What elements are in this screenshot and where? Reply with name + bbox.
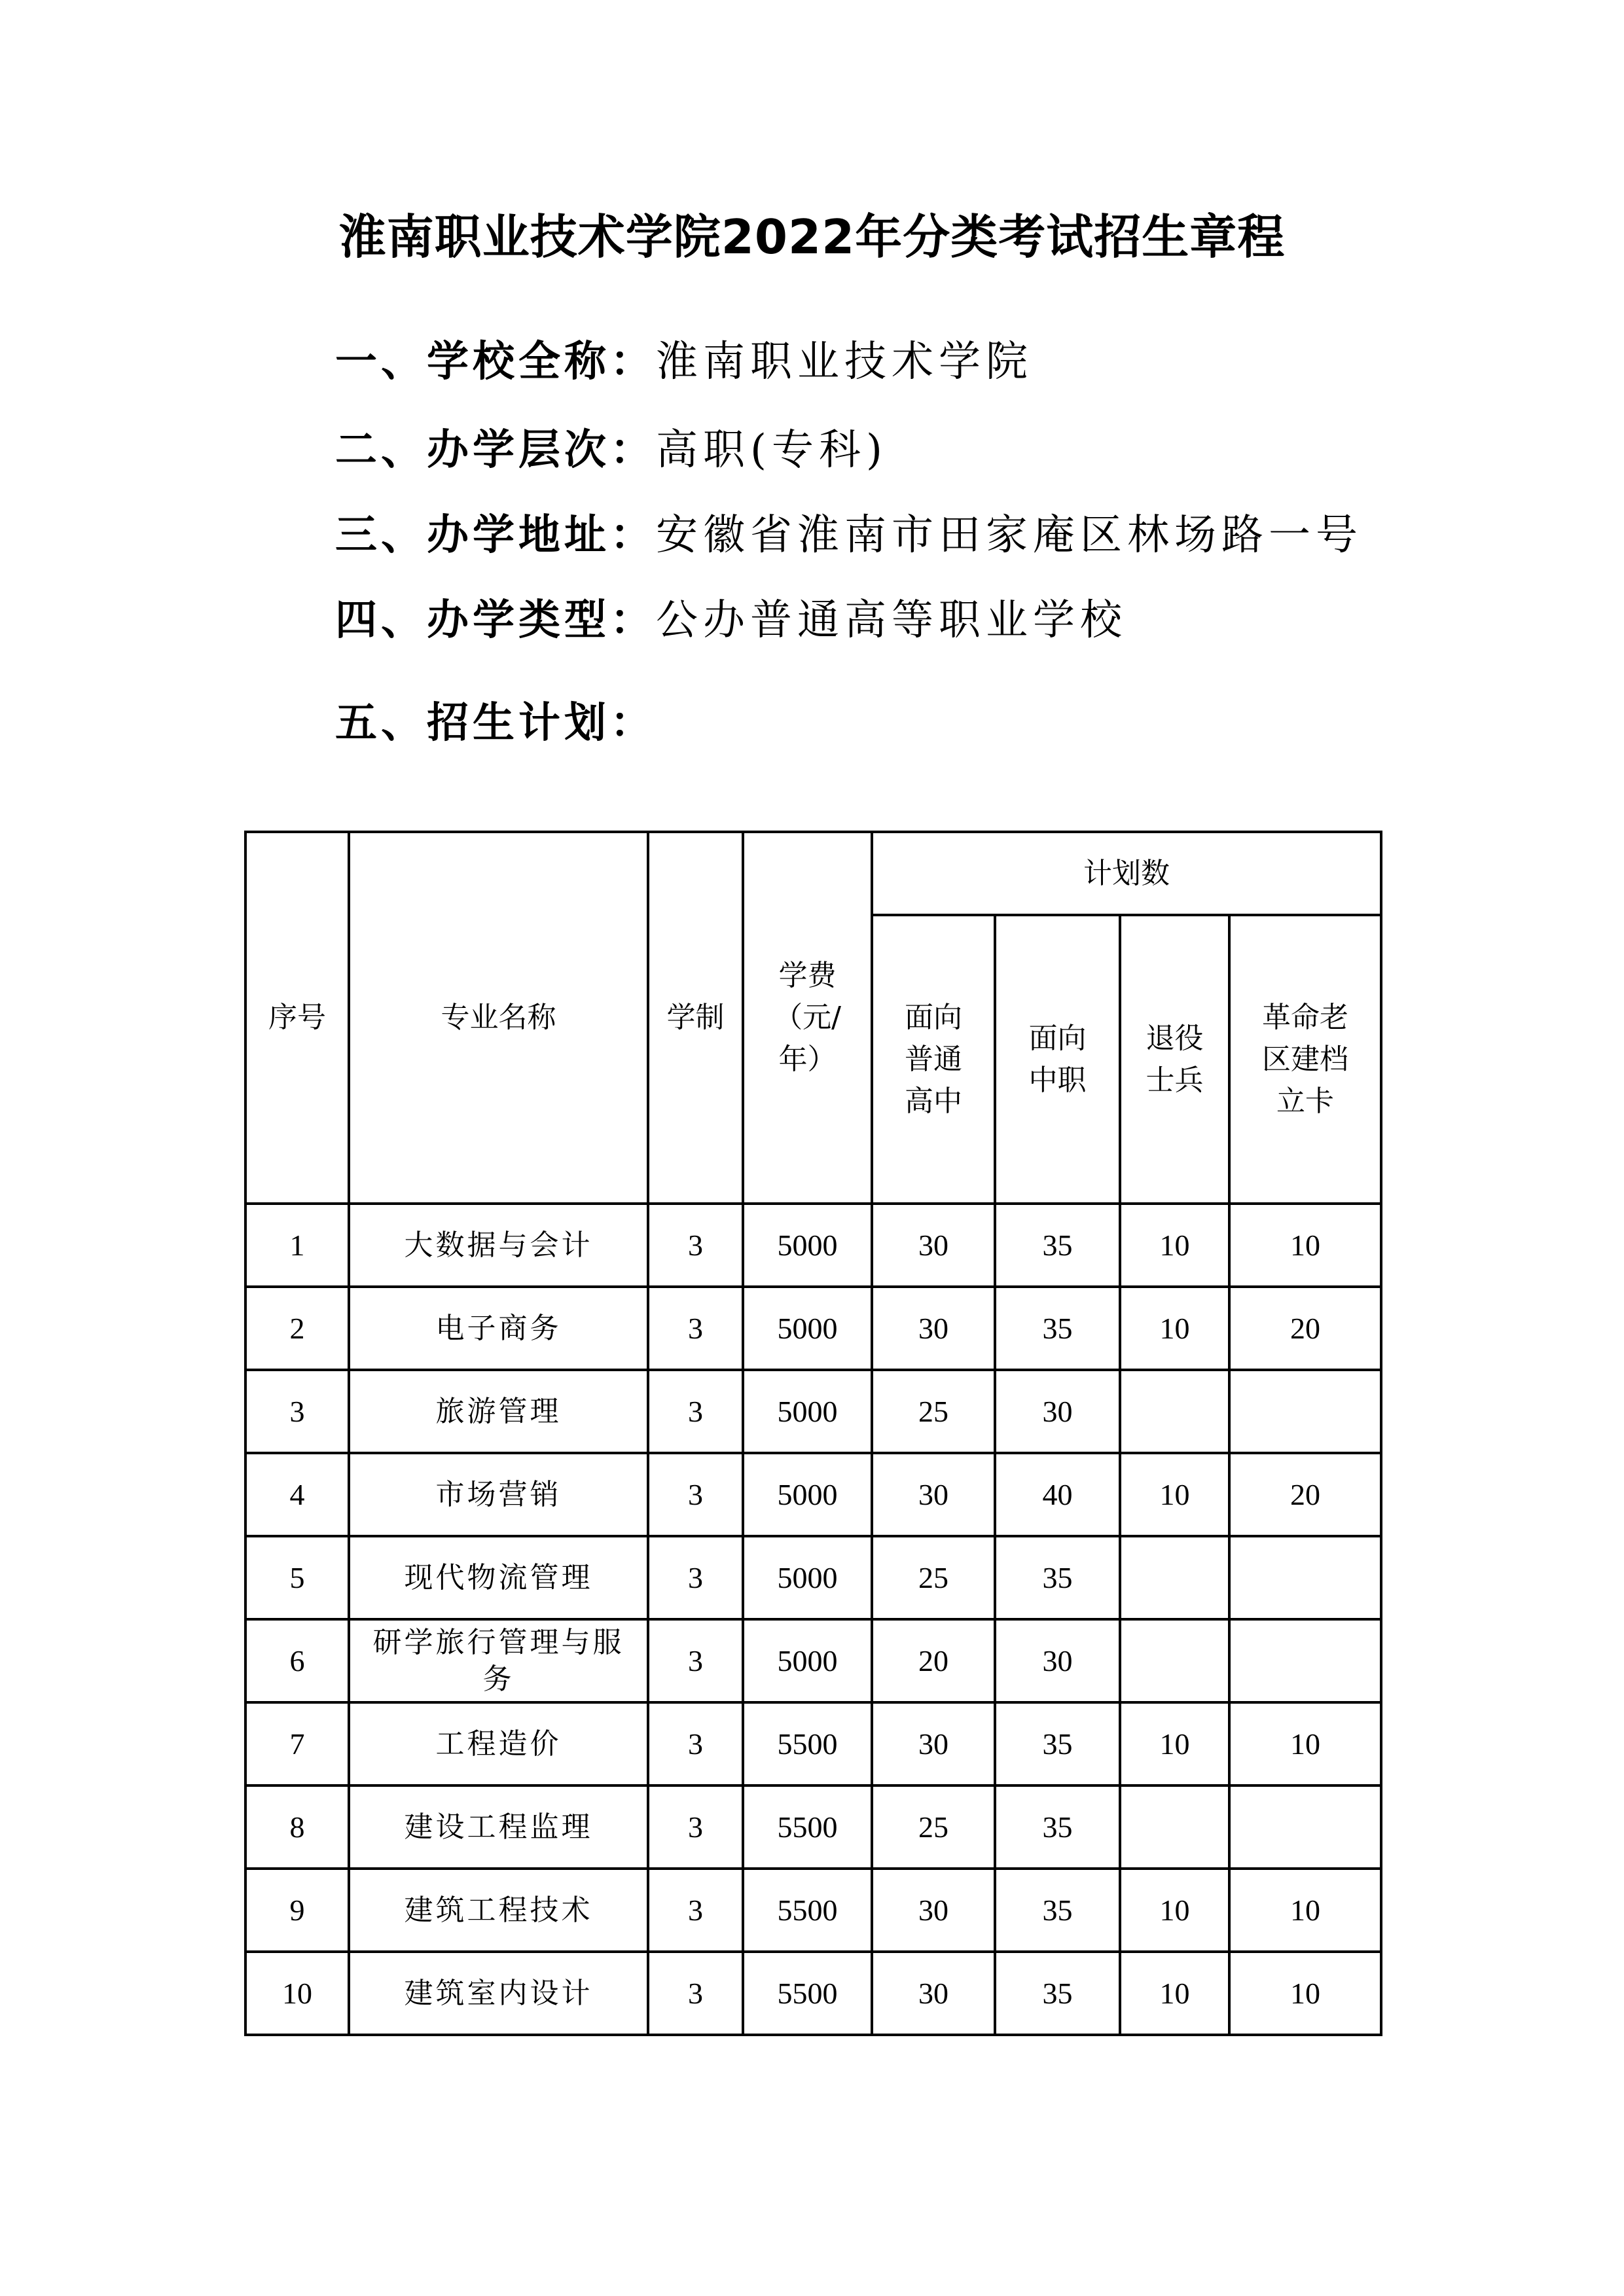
table-row — [245, 1702, 1381, 1785]
cell-major: 建筑室内设计 — [349, 1952, 648, 2035]
info-label: 一、学校全称： — [335, 338, 656, 386]
enrollment-plan-table — [244, 831, 1382, 2036]
table-row — [245, 1952, 1381, 2035]
cell-tuition: 5000 — [743, 1619, 872, 1702]
table-row — [245, 1869, 1381, 1952]
cell-seq: 9 — [245, 1869, 349, 1952]
cell-major: 旅游管理 — [349, 1370, 648, 1453]
info-label: 二、办学层次： — [335, 426, 656, 475]
cell-vocational: 35 — [995, 1536, 1120, 1619]
info-value: 高职(专科) — [656, 426, 888, 475]
cell-major: 研学旅行管理与服务 — [349, 1619, 648, 1702]
cell-veterans — [1120, 1619, 1229, 1702]
cell-duration: 3 — [648, 1785, 743, 1869]
cell-tuition: 5000 — [743, 1536, 872, 1619]
cell-duration: 3 — [648, 1536, 743, 1619]
cell-old-revolutionary: 10 — [1229, 1702, 1381, 1785]
header-major: 专业名称 — [349, 832, 648, 1204]
cell-veterans — [1120, 1370, 1229, 1453]
cell-seq: 8 — [245, 1785, 349, 1869]
cell-veterans — [1120, 1536, 1229, 1619]
cell-major: 工程造价 — [349, 1702, 648, 1785]
cell-high-school: 25 — [872, 1536, 995, 1619]
cell-old-revolutionary: 10 — [1229, 1204, 1381, 1287]
cell-veterans — [1120, 1785, 1229, 1869]
header-line: 中职 — [1028, 1063, 1087, 1097]
cell-tuition: 5500 — [743, 1785, 872, 1869]
cell-vocational: 30 — [995, 1370, 1120, 1453]
cell-major: 电子商务 — [349, 1287, 648, 1370]
header-line: 区建档 — [1262, 1042, 1348, 1076]
header-vocational — [995, 915, 1120, 1204]
info-value: 公办普通高等职业学校 — [656, 596, 1127, 645]
cell-duration: 3 — [648, 1869, 743, 1952]
cell-old-revolutionary: 10 — [1229, 1952, 1381, 2035]
cell-old-revolutionary: 20 — [1229, 1287, 1381, 1370]
cell-veterans: 10 — [1120, 1702, 1229, 1785]
cell-high-school: 25 — [872, 1370, 995, 1453]
header-tuition — [743, 832, 872, 1204]
header-old-revolutionary — [1229, 915, 1381, 1204]
cell-duration: 3 — [648, 1204, 743, 1287]
cell-tuition: 5500 — [743, 1869, 872, 1952]
cell-tuition: 5000 — [743, 1453, 872, 1536]
table-row — [245, 1619, 1381, 1702]
cell-seq: 3 — [245, 1370, 349, 1453]
cell-old-revolutionary — [1229, 1536, 1381, 1619]
header-veterans — [1120, 915, 1229, 1204]
header-tuition-line: （元/ — [774, 1001, 841, 1034]
cell-old-revolutionary — [1229, 1370, 1381, 1453]
cell-major: 现代物流管理 — [349, 1536, 648, 1619]
cell-duration: 3 — [648, 1453, 743, 1536]
cell-vocational: 35 — [995, 1869, 1120, 1952]
section-heading-text: 五、招生计划： — [335, 699, 656, 747]
table-row — [245, 1785, 1381, 1869]
header-plan-group: 计划数 — [872, 832, 1381, 915]
cell-veterans: 10 — [1120, 1869, 1229, 1952]
cell-old-revolutionary: 10 — [1229, 1869, 1381, 1952]
header-line: 退役 — [1146, 1021, 1204, 1055]
cell-vocational: 35 — [995, 1287, 1120, 1370]
cell-seq: 5 — [245, 1536, 349, 1619]
cell-seq: 2 — [245, 1287, 349, 1370]
cell-major: 建设工程监理 — [349, 1785, 648, 1869]
cell-vocational: 30 — [995, 1619, 1120, 1702]
header-line: 普通 — [905, 1042, 962, 1076]
cell-tuition: 5500 — [743, 1952, 872, 2035]
cell-old-revolutionary — [1229, 1785, 1381, 1869]
cell-vocational: 40 — [995, 1453, 1120, 1536]
cell-vocational: 35 — [995, 1785, 1120, 1869]
cell-high-school: 30 — [872, 1952, 995, 2035]
document-title: 淮南职业技术学院2022年分类考试招生章程 — [338, 209, 1286, 264]
info-label: 三、办学地址： — [335, 511, 656, 560]
header-line: 革命老 — [1262, 1000, 1348, 1034]
cell-high-school: 30 — [872, 1453, 995, 1536]
cell-high-school: 20 — [872, 1619, 995, 1702]
info-value: 淮南职业技术学院 — [656, 338, 1033, 386]
cell-high-school: 25 — [872, 1785, 995, 1869]
info-value: 安徽省淮南市田家庵区林场路一号 — [656, 511, 1363, 560]
header-tuition-line: 年） — [778, 1043, 837, 1076]
cell-tuition: 5500 — [743, 1702, 872, 1785]
cell-old-revolutionary: 20 — [1229, 1453, 1381, 1536]
info-label: 四、办学类型： — [335, 596, 656, 645]
cell-tuition: 5000 — [743, 1287, 872, 1370]
cell-duration: 3 — [648, 1952, 743, 2035]
cell-duration: 3 — [648, 1619, 743, 1702]
cell-veterans: 10 — [1120, 1204, 1229, 1287]
header-line: 立卡 — [1276, 1084, 1334, 1118]
cell-tuition: 5000 — [743, 1204, 872, 1287]
cell-seq: 1 — [245, 1204, 349, 1287]
header-duration: 学制 — [648, 832, 743, 1204]
cell-vocational: 35 — [995, 1952, 1120, 2035]
cell-duration: 3 — [648, 1370, 743, 1453]
info-type — [335, 591, 1127, 650]
cell-major: 大数据与会计 — [349, 1204, 648, 1287]
cell-veterans: 10 — [1120, 1453, 1229, 1536]
table-row — [245, 1370, 1381, 1453]
info-school-name — [335, 332, 1033, 391]
cell-high-school: 30 — [872, 1702, 995, 1785]
header-high-school — [872, 915, 995, 1204]
cell-seq: 10 — [245, 1952, 349, 2035]
table-row — [245, 1536, 1381, 1619]
cell-major: 市场营销 — [349, 1453, 648, 1536]
cell-seq: 6 — [245, 1619, 349, 1702]
cell-seq: 4 — [245, 1453, 349, 1536]
cell-veterans: 10 — [1120, 1952, 1229, 2035]
cell-tuition: 5000 — [743, 1370, 872, 1453]
cell-veterans: 10 — [1120, 1287, 1229, 1370]
info-level — [335, 421, 888, 480]
table-row — [245, 1453, 1381, 1536]
header-line: 面向 — [1028, 1021, 1087, 1055]
info-address — [335, 506, 1363, 565]
header-tuition-line: 学费 — [778, 959, 837, 992]
header-seq: 序号 — [245, 832, 349, 1204]
cell-seq: 7 — [245, 1702, 349, 1785]
table-row — [245, 1204, 1381, 1287]
header-line: 士兵 — [1146, 1063, 1204, 1097]
cell-high-school: 30 — [872, 1287, 995, 1370]
section5-heading — [335, 694, 656, 753]
cell-vocational: 35 — [995, 1204, 1120, 1287]
header-line: 面向 — [905, 1000, 962, 1034]
cell-vocational: 35 — [995, 1702, 1120, 1785]
cell-high-school: 30 — [872, 1204, 995, 1287]
cell-high-school: 30 — [872, 1869, 995, 1952]
cell-major: 建筑工程技术 — [349, 1869, 648, 1952]
table-row — [245, 1287, 1381, 1370]
header-line: 高中 — [905, 1084, 962, 1118]
cell-duration: 3 — [648, 1287, 743, 1370]
cell-duration: 3 — [648, 1702, 743, 1785]
cell-old-revolutionary — [1229, 1619, 1381, 1702]
